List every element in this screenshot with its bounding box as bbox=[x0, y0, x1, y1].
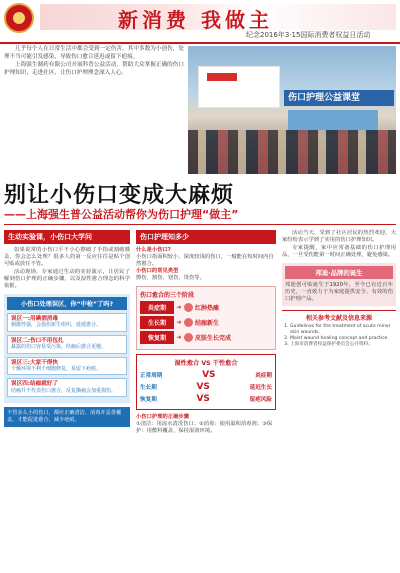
stage-result: 红肿热痛 bbox=[195, 305, 220, 312]
column-left bbox=[4, 230, 130, 570]
compare-row bbox=[140, 394, 272, 404]
stage-result: 皮肤生长完成 bbox=[195, 335, 232, 342]
myth-item bbox=[7, 313, 127, 332]
wound-icon bbox=[184, 318, 193, 327]
intro-text bbox=[4, 46, 184, 78]
qa-block bbox=[136, 414, 276, 435]
myth-item bbox=[7, 378, 127, 397]
section-heading: 伤口护理知多少 bbox=[136, 230, 276, 244]
masthead-title: 新消费 我做主 bbox=[118, 8, 273, 32]
stage-label: 恢复期 bbox=[140, 331, 174, 344]
question: 小伤口护理的正确步骤 bbox=[136, 414, 189, 420]
event-photo bbox=[188, 46, 396, 174]
vs-icon: VS bbox=[202, 370, 216, 380]
myth-item bbox=[7, 357, 127, 376]
question: 什么是小伤口? bbox=[136, 247, 171, 253]
paragraph: 活动当天，受到了社区居民的热烈欢迎，大家纷纷表示学到了实用的伤口护理知识。 bbox=[282, 230, 396, 243]
vs-icon: VS bbox=[196, 394, 210, 404]
brand-story-title: 邦迪·品牌的诞生 bbox=[285, 266, 393, 279]
compare-row bbox=[140, 370, 272, 380]
answer: 小伤口指面积较小、深度较浅的伤口，一般能在短时间内自然愈合。 bbox=[136, 254, 274, 267]
qa-block bbox=[136, 247, 276, 282]
healing-stages-title: 伤口愈合的三个阶段 bbox=[140, 292, 195, 299]
section-text bbox=[4, 247, 130, 290]
stage-result: 结痂新生 bbox=[195, 320, 220, 327]
section-heading: 生动实验课，小伤口大学问 bbox=[4, 230, 130, 244]
column-middle bbox=[136, 230, 276, 570]
paragraph: 如果说常的小伤口平不小心擦破了手指或割破膝盖，你会怎么处理？很多人的第一反应往往是贴个创可贴或放任不管。 bbox=[4, 247, 130, 267]
myths-title: 小伤口处理误区，你“中枪”了吗? bbox=[7, 297, 127, 310]
reference-item: 3. 上海市消费者权益保护委员会公开资料。 bbox=[290, 342, 396, 348]
references bbox=[282, 310, 396, 348]
healing-compare-panel bbox=[136, 354, 276, 410]
wound-icon bbox=[184, 333, 193, 342]
myth-title: 误区四:结痂就好了 bbox=[11, 381, 58, 388]
healing-stage bbox=[140, 331, 272, 344]
wound-icon bbox=[184, 303, 193, 312]
intro-paragraph: 几乎每个人在日常生活中都会受到一定伤害，其中多数为小创伤，处理不当可能引发感染，导致伤口愈合延迟或留下疤痕。 bbox=[4, 46, 184, 60]
myth-title: 误区二:伤口不用包扎 bbox=[11, 337, 64, 344]
compare-row bbox=[140, 382, 272, 392]
myths-box bbox=[4, 294, 130, 403]
vs-icon: VS bbox=[196, 382, 210, 392]
compare-right: 留疤风险 bbox=[249, 397, 272, 403]
paragraph: 专家提醒，家中应常备基础的伤口护理用品，一旦受伤能第一时间正确处理，避免感染。 bbox=[282, 245, 396, 258]
section-text bbox=[282, 230, 396, 259]
question: 小伤口的常见类型 bbox=[136, 268, 179, 274]
reference-item: 2. Moist wound healing concept and practice. bbox=[290, 336, 396, 342]
consumer-rights-logo bbox=[4, 3, 34, 33]
myth-text: 刺激性强，会损伤新生组织，延缓愈合。 bbox=[11, 322, 102, 329]
healing-stages-panel bbox=[136, 286, 276, 350]
myth-text: 结痂并不代表伤口愈合，反复撕痂会加重损伤。 bbox=[11, 387, 117, 394]
compare-title: 湿性愈合 VS 干性愈合 bbox=[174, 360, 238, 367]
myth-item bbox=[7, 335, 127, 354]
healing-stage bbox=[140, 301, 272, 314]
arrow-icon: ➔ bbox=[176, 304, 182, 311]
compare-left: 正常周期 bbox=[140, 373, 163, 379]
audience bbox=[188, 130, 396, 174]
compare-left: 恢复期 bbox=[140, 397, 157, 403]
arrow-icon: ➔ bbox=[176, 334, 182, 341]
masthead-subtitle: 纪念2016年3·15国际消费者权益日活动 bbox=[246, 31, 371, 39]
paragraph: 活动现场，专家通过生动的实验演示，让居民了解到伤口护理的正确步骤，以及湿性愈合理念的科学依据。 bbox=[4, 269, 130, 289]
answer: ①清洁：用流水清洗伤口；②消毒：使用温和消毒剂；③保护：用敷料覆盖，保持湿润环境。 bbox=[136, 421, 273, 434]
references-list bbox=[290, 324, 396, 348]
compare-right: 延迟生长 bbox=[249, 385, 272, 391]
column-right bbox=[282, 230, 396, 570]
masthead bbox=[0, 0, 400, 44]
answer: 擦伤、割伤、划伤、烫伤等。 bbox=[136, 275, 205, 281]
event-banner: 伤口护理公益课堂 bbox=[284, 90, 394, 106]
divider bbox=[4, 224, 396, 225]
event-sign bbox=[198, 66, 280, 108]
references-title: 相关参考文献及信息来源 bbox=[305, 315, 372, 322]
page-headline: 别让小伤口变成大麻烦 bbox=[4, 183, 235, 208]
myth-text: 干燥环境不利于细胞修复，易留下疤痕。 bbox=[11, 366, 102, 373]
page-subheadline: ——上海强生普公益活动帮你为伤口护理“做主” bbox=[4, 208, 239, 221]
healing-stage bbox=[140, 316, 272, 329]
arrow-icon: ➔ bbox=[176, 319, 182, 326]
brand-story-text: 邦迪创可贴诞生于1920年，至今已有近百年历史，一直致力于为家庭提供安全、有效的伤口护理产品。 bbox=[285, 282, 393, 302]
stage-label: 炎症期 bbox=[140, 301, 174, 314]
myth-title: 误区三:大家干得快 bbox=[11, 359, 58, 366]
reference-item: 1. Guidelines for the treatment of acute minor skin wounds. bbox=[290, 324, 396, 336]
compare-left: 生长期 bbox=[140, 385, 157, 391]
myth-text: 暴露的伤口容易受污染，结痂后愈合更慢。 bbox=[11, 344, 107, 351]
brand-story-box bbox=[282, 263, 396, 306]
intro-paragraph: 上海强生制药有限公司开展科普公益活动，帮助大众掌握正确的伤口护理知识，走进社区，让伤口护理理念深入人心。 bbox=[4, 62, 184, 76]
myth-title: 误区一:用碘酒消毒 bbox=[11, 316, 58, 322]
stage-label: 生长期 bbox=[140, 316, 174, 329]
compare-right: 炎症期 bbox=[255, 373, 272, 379]
note-box: 不管多么小的伤口，都应正确清洁、消毒并妥善覆盖，才能促进愈合、减少疤痕。 bbox=[4, 407, 130, 427]
